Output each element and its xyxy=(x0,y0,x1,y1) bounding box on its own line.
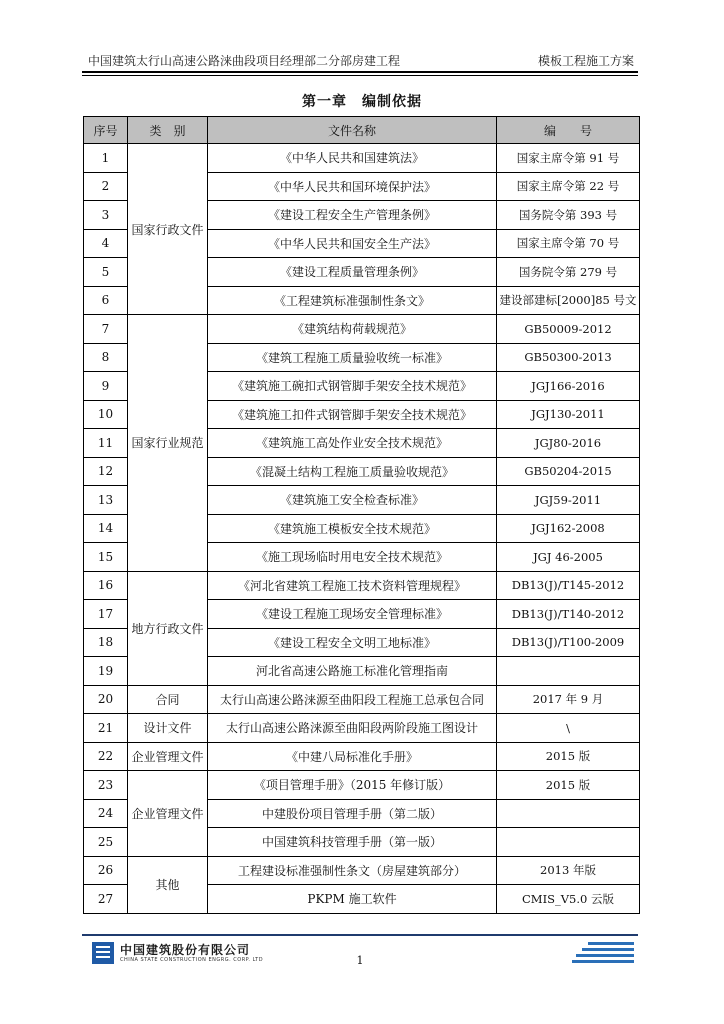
row-document-name: 《中华人民共和国建筑法》 xyxy=(208,144,497,173)
row-seq: 20 xyxy=(84,685,128,714)
table-row xyxy=(84,856,640,885)
row-document-name: 《中建八局标准化手册》 xyxy=(208,742,497,771)
table-row xyxy=(84,315,640,344)
row-seq: 21 xyxy=(84,714,128,743)
row-document-name: 《施工现场临时用电安全技术规范》 xyxy=(208,543,497,572)
row-document-name: 《建筑结构荷载规范》 xyxy=(208,315,497,344)
row-document-code: JGJ59-2011 xyxy=(497,486,640,515)
row-document-name: 《建设工程质量管理条例》 xyxy=(208,258,497,287)
row-document-code: JGJ80-2016 xyxy=(497,429,640,458)
company-name-cn: 中国建筑股份有限公司 xyxy=(120,943,251,957)
row-seq: 18 xyxy=(84,628,128,657)
row-document-name: 《建筑施工模板安全技术规范》 xyxy=(208,514,497,543)
row-document-code: 2013 年版 xyxy=(497,856,640,885)
row-document-name: 《工程建筑标准强制性条文》 xyxy=(208,286,497,315)
row-document-code: \ xyxy=(497,714,640,743)
row-document-code: JGJ130-2011 xyxy=(497,400,640,429)
row-seq: 8 xyxy=(84,343,128,372)
row-document-name: 《河北省建筑工程施工技术资料管理规程》 xyxy=(208,571,497,600)
header-seq: 序号 xyxy=(84,117,128,144)
header-name: 文件名称 xyxy=(208,117,497,144)
row-document-name: 《建筑施工扣件式钢管脚手架安全技术规范》 xyxy=(208,400,497,429)
page-footer xyxy=(82,934,638,974)
table-row xyxy=(84,771,640,800)
header-project-title: 中国建筑太行山高速公路涞曲段项目经理部二分部房建工程 xyxy=(88,54,401,68)
row-seq: 27 xyxy=(84,885,128,914)
row-category: 其他 xyxy=(128,856,208,913)
row-seq: 14 xyxy=(84,514,128,543)
row-category: 合同 xyxy=(128,685,208,714)
page-header xyxy=(82,47,638,73)
row-document-code: 国家主席令第 91 号 xyxy=(497,144,640,173)
row-document-code xyxy=(497,828,640,857)
table-row xyxy=(84,571,640,600)
row-document-name: 《中华人民共和国安全生产法》 xyxy=(208,229,497,258)
row-document-code: JGJ 46-2005 xyxy=(497,543,640,572)
row-document-name: 《建筑施工碗扣式钢管脚手架安全技术规范》 xyxy=(208,372,497,401)
row-category: 国家行业规范 xyxy=(128,315,208,572)
row-seq: 13 xyxy=(84,486,128,515)
table-row xyxy=(84,742,640,771)
row-document-code: 2015 版 xyxy=(497,771,640,800)
row-seq: 7 xyxy=(84,315,128,344)
row-seq: 23 xyxy=(84,771,128,800)
row-seq: 3 xyxy=(84,201,128,230)
row-document-name: 《建设工程安全文明工地标准》 xyxy=(208,628,497,657)
row-document-name: 《建筑施工安全检查标准》 xyxy=(208,486,497,515)
row-seq: 6 xyxy=(84,286,128,315)
row-seq: 24 xyxy=(84,799,128,828)
row-seq: 9 xyxy=(84,372,128,401)
row-document-name: 《建设工程施工现场安全管理标准》 xyxy=(208,600,497,629)
row-document-name: 太行山高速公路涞源至曲阳段两阶段施工图设计 xyxy=(208,714,497,743)
basis-table xyxy=(83,116,640,914)
row-category: 企业管理文件 xyxy=(128,742,208,771)
row-document-name: 河北省高速公路施工标准化管理指南 xyxy=(208,657,497,686)
row-seq: 1 xyxy=(84,144,128,173)
row-document-code: 国务院令第 279 号 xyxy=(497,258,640,287)
row-document-code: DB13(J)/T140-2012 xyxy=(497,600,640,629)
row-document-code: JGJ162-2008 xyxy=(497,514,640,543)
row-document-code xyxy=(497,799,640,828)
row-seq: 2 xyxy=(84,172,128,201)
row-document-name: 中建股份项目管理手册（第二版） xyxy=(208,799,497,828)
table-row xyxy=(84,685,640,714)
row-document-name: 《中华人民共和国环境保护法》 xyxy=(208,172,497,201)
page-number: 1 xyxy=(356,954,364,967)
row-document-code: 国家主席令第 22 号 xyxy=(497,172,640,201)
table-row xyxy=(84,144,640,173)
row-document-name: 工程建设标准强制性条文（房屋建筑部分） xyxy=(208,856,497,885)
row-seq: 22 xyxy=(84,742,128,771)
row-document-code: 国务院令第 393 号 xyxy=(497,201,640,230)
row-seq: 5 xyxy=(84,258,128,287)
row-seq: 10 xyxy=(84,400,128,429)
row-document-code: 国家主席令第 70 号 xyxy=(497,229,640,258)
header-rule xyxy=(82,71,638,73)
row-seq: 17 xyxy=(84,600,128,629)
row-document-code: JGJ166-2016 xyxy=(497,372,640,401)
row-seq: 11 xyxy=(84,429,128,458)
row-document-code: DB13(J)/T100-2009 xyxy=(497,628,640,657)
table-row xyxy=(84,714,640,743)
row-document-name: 《建设工程安全生产管理条例》 xyxy=(208,201,497,230)
row-document-code xyxy=(497,657,640,686)
row-document-name: 太行山高速公路涞源至曲阳段工程施工总承包合同 xyxy=(208,685,497,714)
table-body xyxy=(84,144,640,914)
header-rule-thin xyxy=(82,75,638,76)
row-document-name: 中国建筑科技管理手册（第一版） xyxy=(208,828,497,857)
row-document-code: CMIS_V5.0 云版 xyxy=(497,885,640,914)
table-header-row xyxy=(84,117,640,144)
row-seq: 25 xyxy=(84,828,128,857)
row-document-code: GB50009-2012 xyxy=(497,315,640,344)
row-seq: 12 xyxy=(84,457,128,486)
row-seq: 4 xyxy=(84,229,128,258)
row-category: 企业管理文件 xyxy=(128,771,208,857)
row-category: 国家行政文件 xyxy=(128,144,208,315)
row-seq: 16 xyxy=(84,571,128,600)
row-seq: 15 xyxy=(84,543,128,572)
company-name-en: CHINA STATE CONSTRUCTION ENGRG. CORP. LTD xyxy=(120,957,264,963)
row-seq: 19 xyxy=(84,657,128,686)
row-category: 地方行政文件 xyxy=(128,571,208,685)
row-document-name: 《建筑施工高处作业安全技术规范》 xyxy=(208,429,497,458)
row-document-code: GB50300-2013 xyxy=(497,343,640,372)
header-code: 编 号 xyxy=(497,117,640,144)
row-document-code: 2017 年 9 月 xyxy=(497,685,640,714)
decorative-stripes-icon xyxy=(572,942,634,966)
header-document-title: 模板工程施工方案 xyxy=(537,54,634,68)
row-category: 设计文件 xyxy=(128,714,208,743)
row-document-code: 2015 版 xyxy=(497,742,640,771)
row-document-code: DB13(J)/T145-2012 xyxy=(497,571,640,600)
chapter-title: 第一章 编制依据 xyxy=(302,94,422,110)
row-seq: 26 xyxy=(84,856,128,885)
row-document-code: 建设部建标[2000]85 号文 xyxy=(497,286,640,315)
row-document-code: GB50204-2015 xyxy=(497,457,640,486)
row-document-name: 《项目管理手册》（2015 年修订版） xyxy=(208,771,497,800)
header-category: 类 别 xyxy=(128,117,208,144)
footer-rule xyxy=(82,934,638,936)
row-document-name: PKPM 施工软件 xyxy=(208,885,497,914)
row-document-name: 《混凝土结构工程施工质量验收规范》 xyxy=(208,457,497,486)
row-document-name: 《建筑工程施工质量验收统一标准》 xyxy=(208,343,497,372)
